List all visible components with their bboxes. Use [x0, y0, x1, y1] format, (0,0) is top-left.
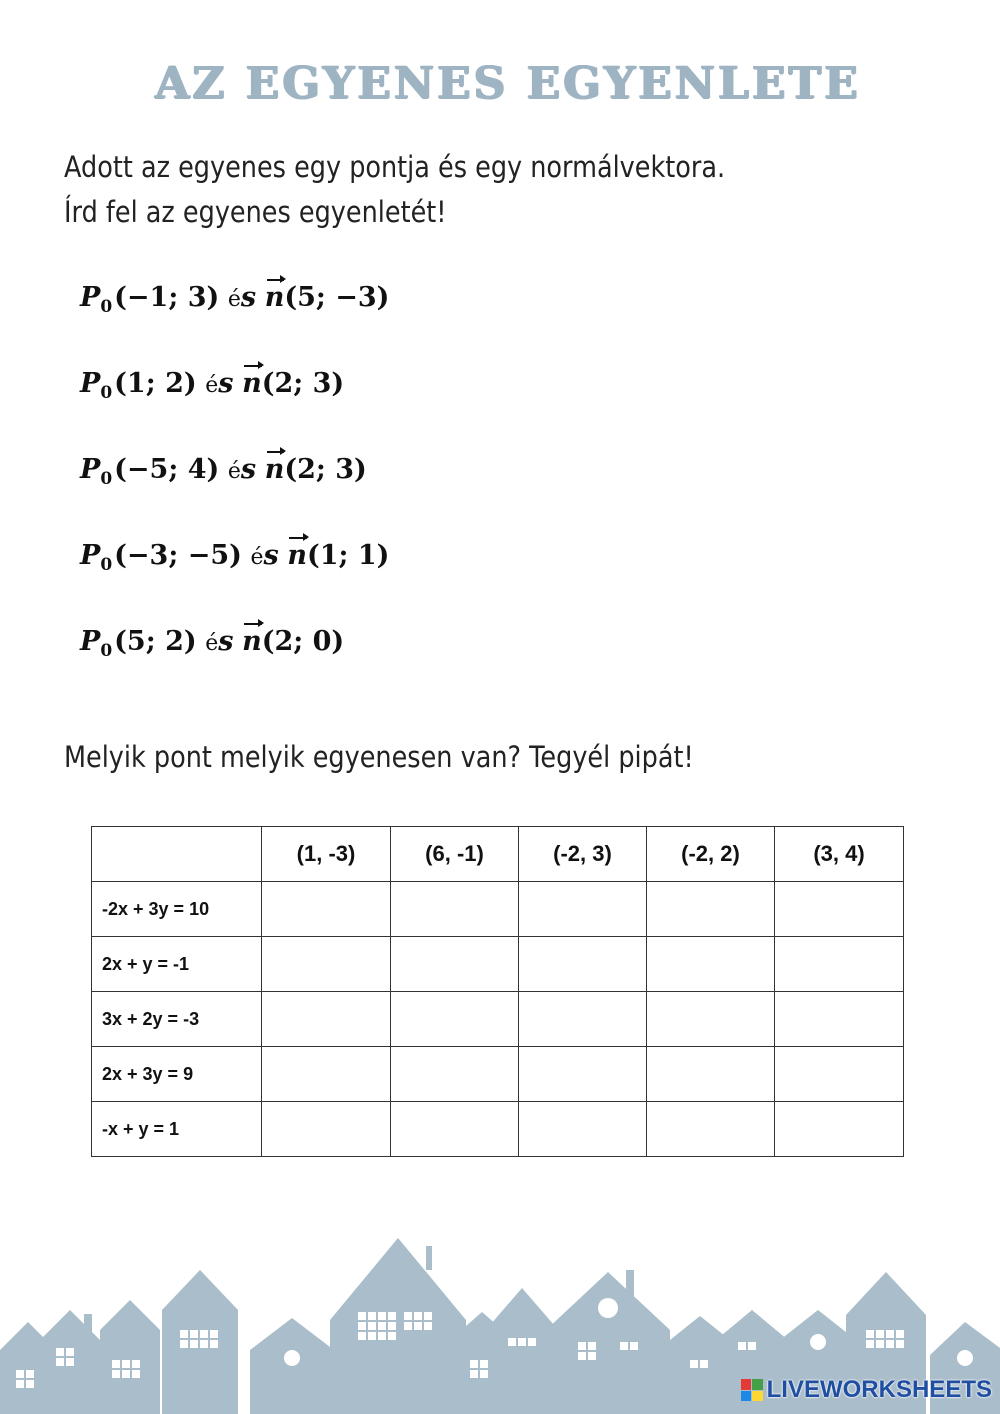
point-coordinates: (−3; −5) [114, 540, 242, 571]
check-cell[interactable] [262, 882, 391, 937]
conjunction-e: é [227, 287, 241, 312]
point-label: P [80, 626, 101, 657]
answer-table [91, 826, 904, 1157]
row-equation: 2x + y = -1 [92, 937, 262, 992]
column-header: (-2, 3) [519, 827, 647, 882]
page-title: AZ EGYENES EGYENLETE [155, 58, 861, 109]
point-subscript: 0 [100, 555, 113, 575]
check-cell[interactable] [391, 937, 519, 992]
table-question: Melyik pont melyik egyenesen van? Tegyél pipát! [64, 740, 694, 774]
conjunction-s: s [218, 368, 234, 399]
table-corner-cell [92, 827, 262, 882]
problem-item [80, 626, 389, 712]
normal-vector-label: n [264, 454, 285, 485]
problem-item [80, 282, 389, 368]
check-cell[interactable] [391, 992, 519, 1047]
check-cell[interactable] [391, 1102, 519, 1157]
liveworksheets-watermark [741, 1376, 992, 1404]
point-coordinates: (5; 2) [114, 626, 197, 657]
instructions [64, 145, 725, 235]
check-cell[interactable] [262, 1047, 391, 1102]
point-subscript: 0 [100, 469, 113, 489]
check-cell[interactable] [775, 1102, 904, 1157]
point-label: P [80, 540, 101, 571]
check-cell[interactable] [391, 882, 519, 937]
check-cell[interactable] [647, 882, 775, 937]
row-equation: -2x + 3y = 10 [92, 882, 262, 937]
table-row [92, 937, 904, 992]
normal-vector-label: n [242, 368, 262, 399]
conjunction-s: s [263, 540, 279, 571]
table-header-row [92, 827, 904, 882]
table-row [92, 992, 904, 1047]
brand-text: LIVEWORKSHEETS [766, 1376, 992, 1403]
check-cell[interactable] [262, 992, 391, 1047]
point-subscript: 0 [100, 297, 113, 317]
row-equation: -x + y = 1 [92, 1102, 262, 1157]
conjunction-e: é [205, 373, 219, 398]
column-header: (3, 4) [775, 827, 904, 882]
check-cell[interactable] [775, 1047, 904, 1102]
check-cell[interactable] [519, 937, 647, 992]
instruction-line-2: Írd fel az egyenes egyenletét! [64, 195, 447, 229]
check-cell[interactable] [647, 1102, 775, 1157]
column-header: (-2, 2) [647, 827, 775, 882]
check-cell[interactable] [775, 937, 904, 992]
point-coordinates: (−1; 3) [114, 282, 220, 313]
conjunction-s: s [240, 282, 257, 313]
conjunction-s: s [218, 626, 234, 657]
point-label: P [80, 282, 101, 313]
conjunction-e: é [205, 631, 219, 656]
row-equation: 3x + 2y = -3 [92, 992, 262, 1047]
problem-item [80, 368, 389, 454]
table-row [92, 882, 904, 937]
row-equation: 2x + 3y = 9 [92, 1047, 262, 1102]
liveworksheets-logo [741, 1379, 763, 1401]
point-subscript: 0 [100, 641, 113, 661]
point-label: P [80, 368, 101, 399]
point-label: P [80, 454, 101, 485]
normal-vector-coordinates: (2; 0) [261, 626, 345, 657]
point-subscript: 0 [100, 383, 113, 403]
conjunction-e: é [227, 459, 241, 484]
column-header: (1, -3) [262, 827, 391, 882]
normal-vector-coordinates: (2; 3) [261, 368, 345, 399]
normal-vector-label: n [287, 540, 307, 571]
point-coordinates: (1; 2) [114, 368, 197, 399]
normal-vector-label: n [242, 626, 262, 657]
check-cell[interactable] [519, 1047, 647, 1102]
check-cell[interactable] [647, 992, 775, 1047]
conjunction-e: é [250, 545, 264, 570]
check-cell[interactable] [647, 937, 775, 992]
normal-vector-label: n [264, 282, 285, 313]
check-cell[interactable] [262, 1102, 391, 1157]
check-cell[interactable] [647, 1047, 775, 1102]
normal-vector-coordinates: (5; −3) [284, 282, 390, 313]
table-row [92, 1102, 904, 1157]
table-row [92, 1047, 904, 1102]
check-cell[interactable] [519, 992, 647, 1047]
normal-vector-coordinates: (1; 1) [306, 540, 390, 571]
instruction-line-1: Adott az egyenes egy pontja és egy normálvektora. [64, 150, 726, 184]
check-cell[interactable] [391, 1047, 519, 1102]
problem-list [80, 282, 389, 712]
column-header: (6, -1) [391, 827, 519, 882]
problem-item [80, 454, 389, 540]
check-cell[interactable] [262, 937, 391, 992]
check-cell[interactable] [775, 882, 904, 937]
normal-vector-coordinates: (2; 3) [284, 454, 367, 485]
conjunction-s: s [240, 454, 257, 485]
point-coordinates: (−5; 4) [114, 454, 220, 485]
problem-item [80, 540, 389, 626]
check-cell[interactable] [519, 1102, 647, 1157]
check-cell[interactable] [519, 882, 647, 937]
check-cell[interactable] [775, 992, 904, 1047]
